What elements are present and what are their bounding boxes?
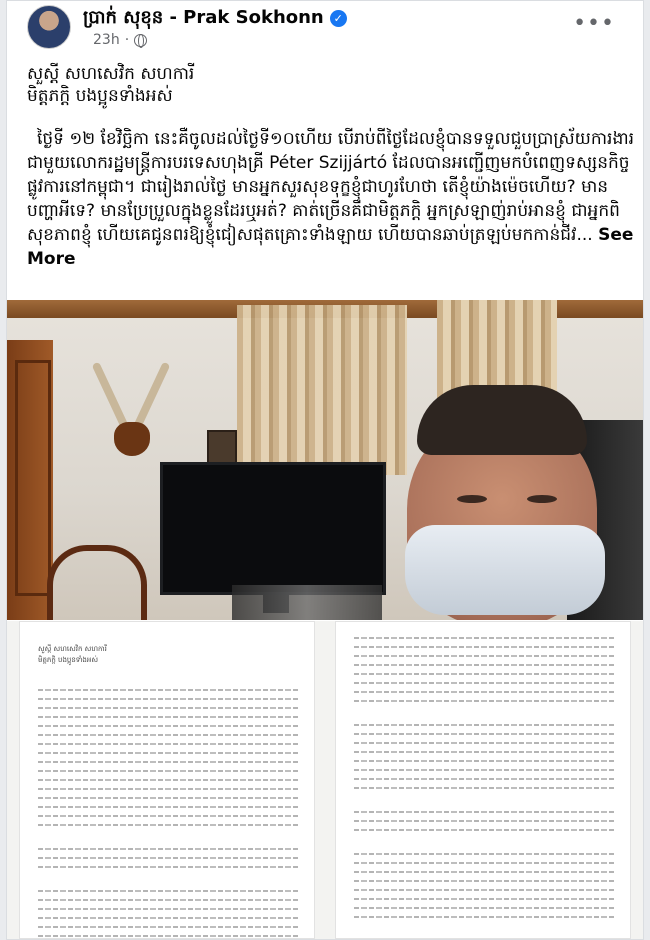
- see-more-link[interactable]: See More: [27, 225, 634, 269]
- post-timestamp[interactable]: 23h: [93, 32, 120, 48]
- photo-chair: [47, 545, 147, 620]
- document-text-lines: [38, 682, 300, 939]
- document-heading-line-1: សួស្តី សហសេវិក សហការី: [38, 645, 107, 653]
- photo-person: [387, 385, 617, 620]
- photo-antler-trophy: [102, 360, 162, 460]
- verified-badge-icon: ✓: [330, 10, 347, 27]
- post-message: [27, 63, 635, 271]
- post-card: [6, 0, 644, 940]
- document-heading: [38, 644, 107, 666]
- post-body-text: ថ្ងៃទី ១២ ខែវិច្ឆិកា នេះគឺចូលដល់ថ្ងៃទី១០ហើយ បើរាប់ពីថ្ងៃដែលខ្ញុំបានទទួលជួបប្រាស្រ័យការងារជាមួយលោករដ្ឋមន្ត្រីការបរទេសហុងគ្រី Péter Szijjártó ដែលបានអញ្ជើញមកបំពេញទស្សនកិច្ចផ្លូវការនៅកម្ពុជា។ ជារៀងរាល់ថ្ងៃ មានអ្នកសួរសុខទុក្ខខ្ញុំជាហូរហែថា តើខ្ញុំយ៉ាងម៉េចហើយ? មានបញ្ហាអីទេ? មានប្រែប្រួលក្នុងខ្លួនដែរឬអត់? គាត់ច្រើនគឺជាមិត្តភក្តិ អ្នកស្រឡាញ់រាប់អានខ្ញុំ ជាអ្នកពិសុខភាពខ្ញុំ ហើយគេជូនពរឱ្យខ្ញុំជៀសផុតគ្រោះទាំងឡាយ ហើយបានឆាប់ត្រឡប់មកកាន់ជីវ...: [27, 129, 635, 245]
- document-text-lines-right: [354, 630, 616, 925]
- post-photo[interactable]: [7, 300, 643, 620]
- post-document-image[interactable]: [7, 621, 643, 939]
- post-meta: [93, 32, 147, 48]
- photo-desk-items: [232, 585, 382, 620]
- post-header: [7, 1, 643, 57]
- document-heading-line-2: មិត្តភក្តិ បងប្អូនទាំងអស់: [38, 656, 98, 664]
- author-name[interactable]: ប្រាក់ សុខុន - Prak Sokhonn: [83, 6, 324, 28]
- post-body: [27, 127, 635, 271]
- author-name-row: [83, 7, 347, 29]
- photo-curtain: [237, 305, 407, 475]
- document-page-left: [19, 621, 315, 939]
- greeting-line-1: សួស្តី សហសេវិក សហការី: [27, 64, 195, 84]
- document-page-right: [335, 621, 631, 939]
- globe-icon[interactable]: [134, 34, 147, 47]
- more-options-icon[interactable]: •••: [573, 11, 615, 36]
- photo-door: [7, 340, 53, 620]
- greeting-line-2: មិត្តភក្តិ បងប្អូនទាំងអស់: [27, 86, 173, 106]
- author-avatar[interactable]: [27, 5, 71, 49]
- separator-dot: ·: [124, 32, 130, 48]
- photo-monitor: [160, 462, 386, 595]
